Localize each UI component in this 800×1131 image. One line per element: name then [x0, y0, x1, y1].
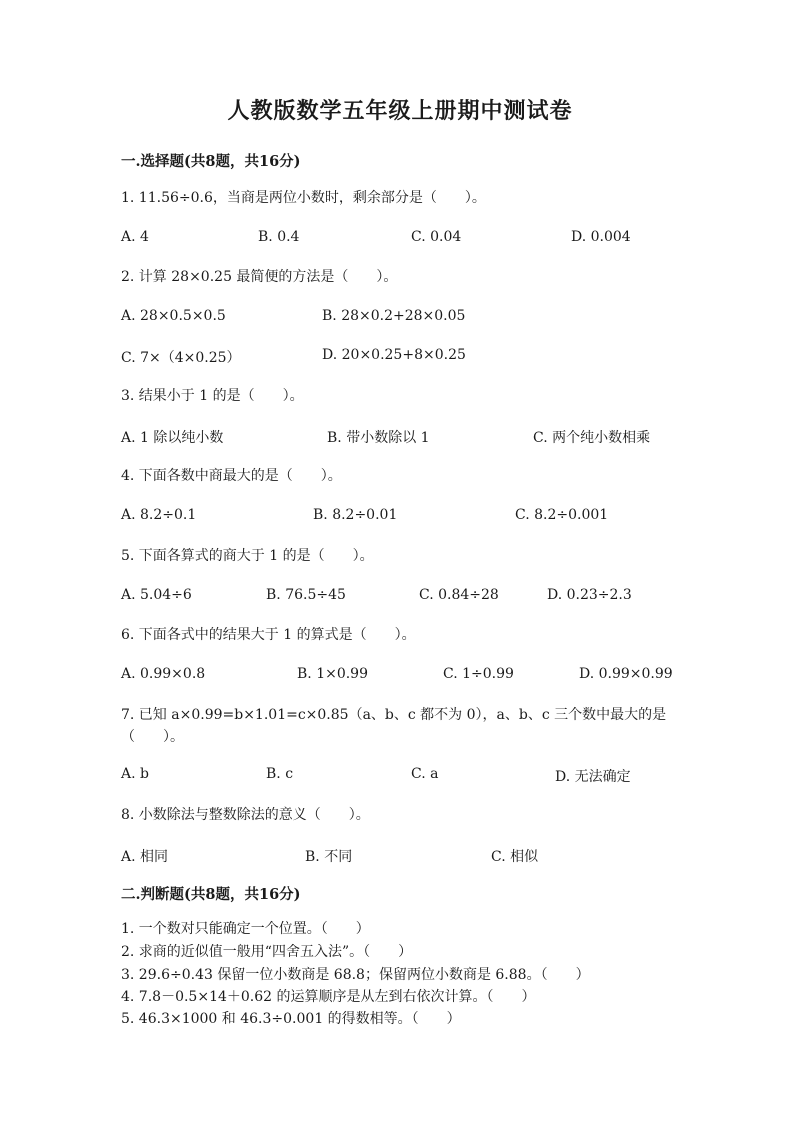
q3-option-a: A. 1 除以纯小数: [121, 430, 224, 446]
section-heading-judgement: 二.判断题(共8题，共16分): [121, 886, 301, 903]
q8-option-a: A. 相同: [121, 849, 169, 865]
q7-option-c: C. a: [411, 766, 439, 782]
q5-option-a: A. 5.04÷6: [121, 587, 192, 603]
q6-option-c: C. 1÷0.99: [443, 666, 514, 682]
q7-option-b: B. c: [266, 766, 294, 782]
q4-option-b: B. 8.2÷0.01: [313, 507, 398, 523]
question-1: 1. 11.56÷0.6，当商是两位小数时，剩余部分是（ ）。: [121, 190, 486, 206]
q7-option-a: A. b: [121, 766, 149, 782]
q6-option-b: B. 1×0.99: [297, 666, 368, 682]
q4-option-c: C. 8.2÷0.001: [515, 507, 609, 523]
judgement-item-2: 2. 求商的近似值一般用“四舍五入法”。（ ）: [121, 944, 413, 960]
judgement-item-4: 4. 7.8－0.5×14＋0.62 的运算顺序是从左到右依次计算。（ ）: [121, 989, 536, 1005]
judgement-item-5: 5. 46.3×1000 和 46.3÷0.001 的得数相等。（ ）: [121, 1011, 461, 1027]
q2-option-b: B. 28×0.2+28×0.05: [322, 308, 466, 324]
q1-option-d: D. 0.004: [571, 229, 631, 245]
q7-option-d: D. 无法确定: [555, 769, 631, 785]
judgement-item-3: 3. 29.6÷0.43 保留一位小数商是 68.8；保留两位小数商是 6.88。（ ）: [121, 967, 590, 983]
q4-option-a: A. 8.2÷0.1: [121, 507, 197, 523]
q1-option-b: B. 0.4: [258, 229, 300, 245]
q2-option-a: A. 28×0.5×0.5: [121, 308, 226, 324]
q3-option-b: B. 带小数除以 1: [327, 430, 430, 446]
q1-option-a: A. 4: [121, 229, 149, 245]
q1-option-c: C. 0.04: [411, 229, 462, 245]
section-heading-choice: 一.选择题(共8题，共16分): [121, 153, 301, 170]
question-3: 3. 结果小于 1 的是（ ）。: [121, 388, 304, 404]
q5-option-b: B. 76.5÷45: [266, 587, 346, 603]
judgement-item-1: 1. 一个数对只能确定一个位置。（ ）: [121, 921, 370, 937]
question-2: 2. 计算 28×0.25 最简便的方法是（ ）。: [121, 269, 398, 285]
q5-option-c: C. 0.84÷28: [419, 587, 499, 603]
q2-option-d: D. 20×0.25+8×0.25: [322, 347, 466, 363]
question-8: 8. 小数除法与整数除法的意义（ ）。: [121, 807, 370, 823]
q5-option-d: D. 0.23÷2.3: [547, 587, 632, 603]
question-4: 4. 下面各数中商最大的是（ ）。: [121, 468, 342, 484]
q6-option-d: D. 0.99×0.99: [579, 666, 673, 682]
question-6: 6. 下面各式中的结果大于 1 的算式是（ ）。: [121, 627, 416, 643]
question-5: 5. 下面各算式的商大于 1 的是（ ）。: [121, 548, 374, 564]
q6-option-a: A. 0.99×0.8: [121, 666, 206, 682]
q2-option-c: C. 7×（4×0.25）: [121, 350, 241, 366]
q8-option-b: B. 不同: [305, 849, 353, 865]
page-title: 人教版数学五年级上册期中测试卷: [227, 98, 573, 124]
question-7: 7. 已知 a×0.99=b×1.01=c×0.85（a、b、c 都不为 0），a、b、c 三个数中最大的是（ ）。: [121, 707, 667, 745]
q3-option-c: C. 两个纯小数相乘: [533, 430, 651, 446]
q8-option-c: C. 相似: [491, 849, 539, 865]
